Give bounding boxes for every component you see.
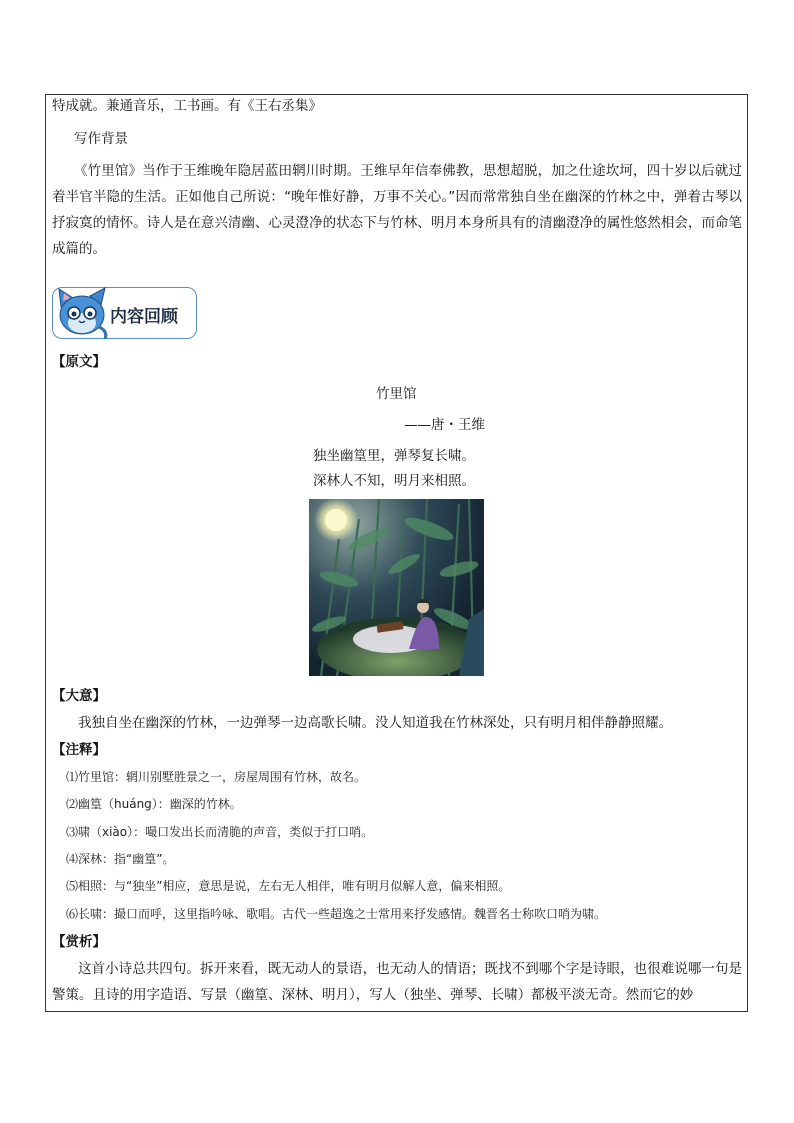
intro-line: 特成就。兼通音乐，工书画。有《王右丞集》 <box>52 98 322 114</box>
poem-line-1: 独坐幽篁里，弹琴复长啸。 <box>313 448 475 464</box>
note-item: ⑹长啸：撮口而呼，这里指吟咏、歌唱。古代一些超逸之士常用来抒发感情。魏晋名士称吹口哨为啸。 <box>66 907 607 921</box>
cartoon-cat-icon <box>55 285 109 339</box>
appreciation-heading: 【赏析】 <box>52 934 106 950</box>
note-item: ⑷深林：指“幽篁”。 <box>66 852 175 866</box>
note-item: ⑶啸（xiào）：嘬口发出长而清脆的声音，类似于打口哨。 <box>66 825 374 839</box>
background-paragraph: 《竹里馆》当作于王维晚年隐居蓝田辋川时期。王维早年信奉佛教，思想超脱，加之仕途坎坷，四十岁以后就过着半官半隐的生活。正如他自己所说：“晚年惟好静，万事不关心。”因而常常独自坐在幽深的竹林之中，弹着古琴以抒寂寞的情怀。诗人是在意兴清幽、心灵澄净的状态下与竹林、明月本身所具有的清幽澄净的属性悠然相会，而命笔成篇的。 <box>52 163 742 257</box>
badge-label: 内容回顾 <box>110 307 178 327</box>
content-review-badge <box>52 287 197 339</box>
note-item: ⑸相照：与“独坐”相应，意思是说，左右无人相伴，唯有明月似解人意，偏来相照。 <box>66 879 511 893</box>
poem-author: ——唐・王维 <box>404 417 485 433</box>
appreciation-text: 这首小诗总共四句。拆开来看，既无动人的景语，也无动人的情语；既找不到哪个字是诗眼，也很难说哪一句是警策。且诗的用字造语、写景（幽篁、深林、明月），写人（独坐、弹琴、长啸）都极平淡无奇。然而它的妙 <box>52 961 742 1003</box>
poem-title: 竹里馆 <box>376 386 417 402</box>
poem-line-2: 深林人不知，明月来相照。 <box>313 473 475 489</box>
background-title: 写作背景 <box>74 131 128 147</box>
bamboo-moonlight-scene <box>309 499 484 676</box>
notes-heading: 【注释】 <box>52 742 106 758</box>
meaning-text: 我独自坐在幽深的竹林，一边弹琴一边高歌长啸。没人知道我在竹林深处，只有明月相伴静静照耀。 <box>78 715 672 731</box>
original-heading: 【原文】 <box>52 354 106 370</box>
note-item: ⑵幽篁（huáng）：幽深的竹林。 <box>66 797 242 811</box>
meaning-heading: 【大意】 <box>52 688 106 704</box>
poem-illustration <box>309 499 484 676</box>
note-item: ⑴竹里馆：辋川别墅胜景之一，房屋周围有竹林，故名。 <box>66 770 367 784</box>
